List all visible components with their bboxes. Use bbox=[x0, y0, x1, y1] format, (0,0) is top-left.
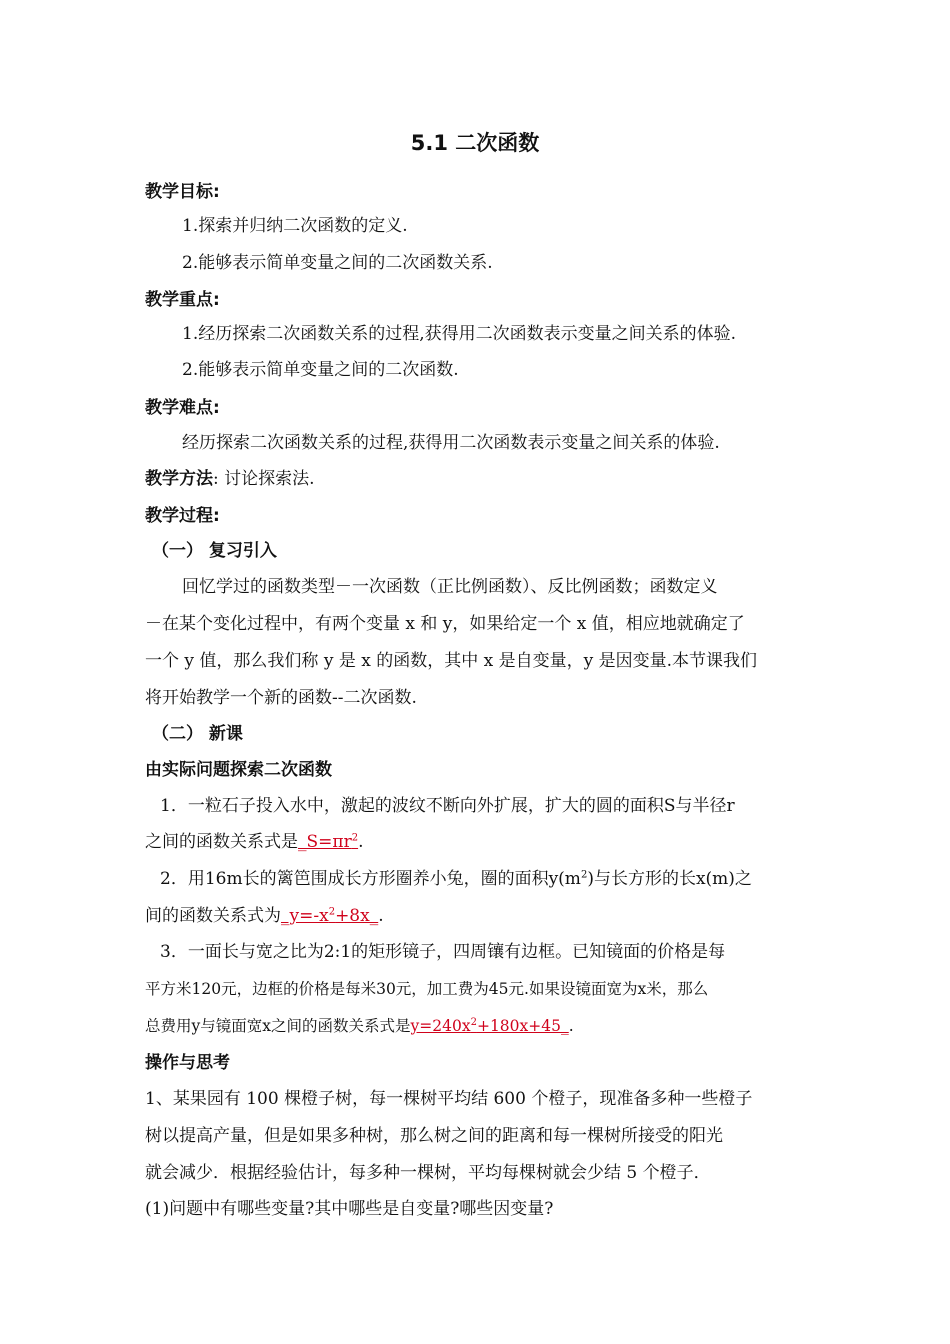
question-3-answer-line: 总费用y与镜面宽x之间的函数关系式是$y=240x^2+180x+45\_$. bbox=[145, 1016, 574, 1035]
answer-text: $\_S=\pi r^2$ bbox=[298, 832, 359, 852]
method-heading: 教学方法 bbox=[145, 469, 213, 489]
objective-item: 1.探索并归纳二次函数的定义. bbox=[182, 216, 408, 236]
objective-item: 2.能够表示简单变量之间的二次函数关系. bbox=[182, 253, 493, 273]
answer-text: $y=240x^2+180x+45\_$ bbox=[410, 1016, 569, 1035]
method-line bbox=[145, 467, 315, 491]
question-2-answer-line: 间的函数关系式为$\_y=-x^2+8x\_$. bbox=[145, 906, 384, 926]
operation-line: 就会减少．根据经验估计，每多种一棵树，平均每棵树就会少结 5 个橙子． bbox=[145, 1163, 711, 1183]
review-line: 一个 y 值，那么我们称 y 是 x 的函数，其中 x 是自变量，y 是因变量.本节课我们 bbox=[145, 651, 758, 671]
page-title: 5.1 二次函数 bbox=[410, 131, 540, 155]
key-point-item: 1.经历探索二次函数关系的过程,获得用二次函数表示变量之间关系的体验. bbox=[182, 324, 737, 344]
review-heading: （一） 复习引入 bbox=[152, 541, 277, 561]
operation-line: (1)问题中有哪些变量?其中哪些是自变量?哪些因变量? bbox=[145, 1199, 554, 1219]
key-point-item: 2.能够表示简单变量之间的二次函数. bbox=[182, 360, 459, 380]
new-lesson-heading: （二） 新课 bbox=[152, 724, 243, 744]
operation-line: 树以提高产量，但是如果多种树，那么树之间的距离和每一棵树所接受的阳光 bbox=[145, 1126, 723, 1146]
review-line: 回忆学过的函数类型－一次函数（正比例函数）、反比例函数；函数定义 bbox=[182, 577, 718, 597]
method-text: : 讨论探索法. bbox=[213, 469, 315, 489]
question-1-answer-line: 之间的函数关系式是$\_S=\pi r^2$. bbox=[145, 832, 364, 852]
question-1-prompt: 之间的函数关系式是 bbox=[145, 832, 298, 852]
explore-heading: 由实际问题探索二次函数 bbox=[145, 760, 332, 780]
question-1-line: 1．一粒石子投入水中，激起的波纹不断向外扩展，扩大的圆的面积S与半径r bbox=[160, 796, 735, 816]
question-3-prompt: 总费用y与镜面宽x之间的函数关系式是 bbox=[145, 1017, 411, 1035]
question-2-prompt: 间的函数关系式为 bbox=[145, 906, 281, 926]
review-line: －在某个变化过程中，有两个变量 x 和 y，如果给定一个 x 值，相应地就确定了 bbox=[145, 614, 745, 634]
process-heading: 教学过程: bbox=[145, 506, 220, 526]
question-3-line: 3．一面长与宽之比为2:1的矩形镜子，四周镶有边框。已知镜面的价格是每 bbox=[160, 942, 726, 962]
difficulties-heading: 教学难点: bbox=[145, 398, 220, 418]
review-line: 将开始教学一个新的函数--二次函数. bbox=[145, 688, 417, 708]
answer-text: $\_y=-x^2+8x\_$ bbox=[281, 906, 379, 926]
operation-heading: 操作与思考 bbox=[145, 1053, 230, 1073]
question-3-line: 平方米120元，边框的价格是每米30元，加工费为45元.如果设镜面宽为x米，那么 bbox=[145, 980, 709, 998]
key-points-heading: 教学重点: bbox=[145, 290, 220, 310]
question-2-line: 2．用16m长的篱笆围成长方形圈养小兔，圈的面积$y(m^2)$与长方形的长x(m)之 bbox=[160, 869, 752, 889]
objectives-heading: 教学目标: bbox=[145, 182, 220, 202]
difficulties-text: 经历探索二次函数关系的过程,获得用二次函数表示变量之间关系的体验. bbox=[182, 433, 720, 453]
operation-line: 1、某果园有 100 棵橙子树，每一棵树平均结 600 个橙子，现准备多种一些橙子 bbox=[145, 1089, 753, 1109]
